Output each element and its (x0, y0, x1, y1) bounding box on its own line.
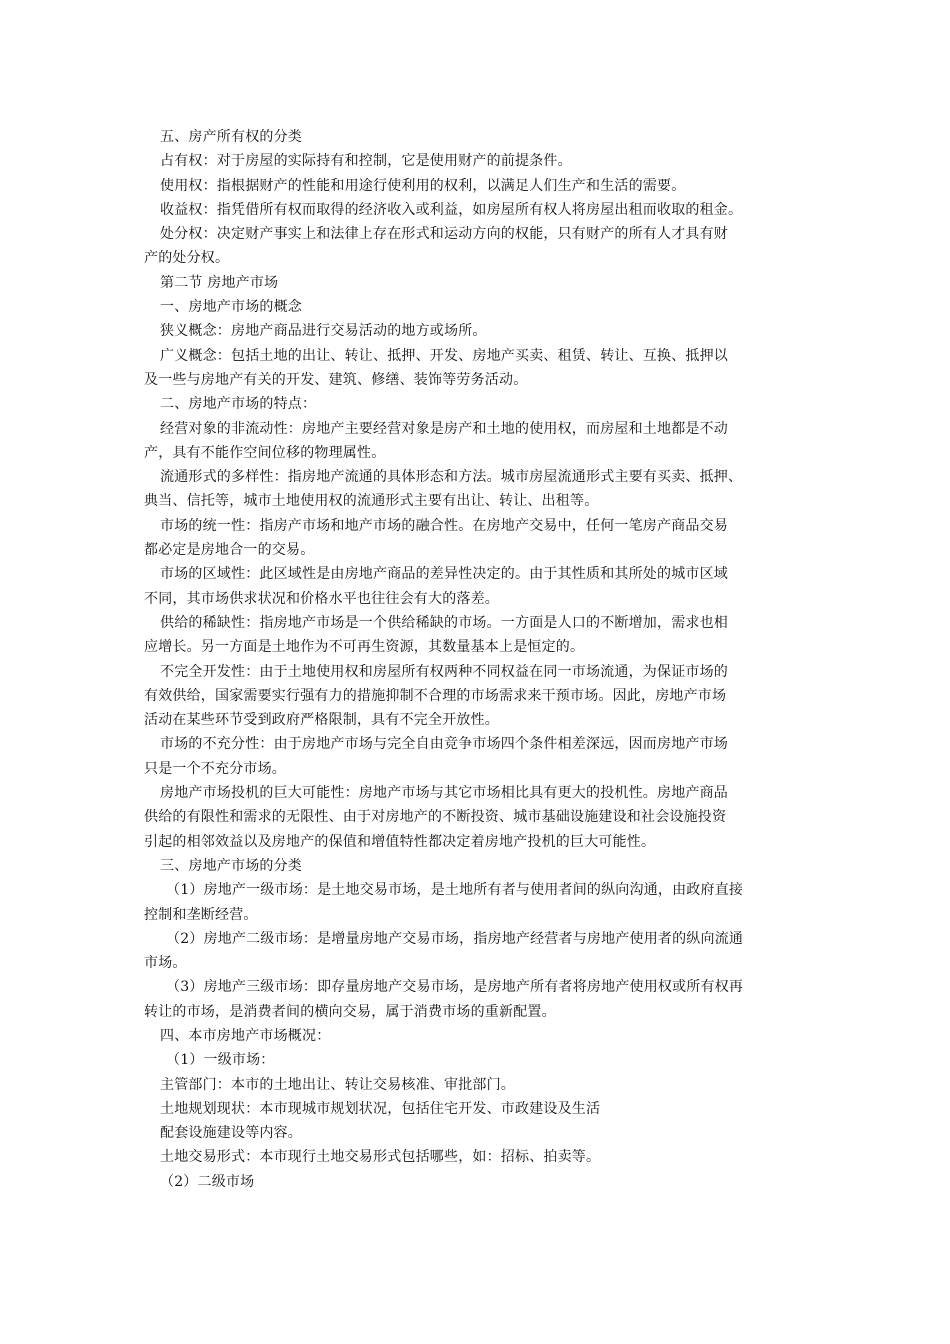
text-line: 只是一个不充分市场。 (144, 760, 286, 777)
text-line: 典当、信托等，城市土地使用权的流通形式主要有出让、转让、出租等。 (144, 493, 599, 510)
text-line: 控制和垄断经营。 (144, 906, 258, 923)
text-line: 不完全开发性：由于土地使用权和房屋所有权两种不同权益在同一市场流通，为保证市场的 (160, 663, 728, 680)
text-line: 房地产市场投机的巨大可能性：房地产市场与其它市场相比具有更大的投机性。房地产商品 (160, 785, 728, 802)
text-line: 一、房地产市场的概念 (160, 299, 302, 316)
text-line: 土地规划现状：本市现城市规划状况，包括住宅开发、市政建设及生活 (160, 1100, 601, 1117)
text-line: （1）一级市场： (166, 1052, 275, 1069)
text-line: 三、房地产市场的分类 (160, 857, 302, 874)
text-line: 流通形式的多样性：指房地产流通的具体形态和方法。城市房屋流通形式主要有买卖、抵押、 (160, 469, 743, 486)
text-line: （2）房地产二级市场：是增量房地产交易市场，指房地产经营者与房地产使用者的纵向流通 (166, 930, 744, 947)
text-line: 四、本市房地产市场概况： (160, 1027, 331, 1044)
text-line: 都必定是房地合一的交易。 (144, 542, 315, 559)
text-line: 供给的有限性和需求的无限性、由于对房地产的不断投资、城市基础设施建设和社会设施投资 (144, 809, 727, 826)
text-line: （3）房地产三级市场：即存量房地产交易市场，是房地产所有者将房地产使用权或所有权再 (166, 979, 744, 996)
text-line: 供给的稀缺性：指房地产市场是一个供给稀缺的市场。一方面是人口的不断增加，需求也相 (160, 614, 728, 631)
text-line: 土地交易形式：本市现行土地交易形式包括哪些，如：招标、拍卖等。 (160, 1149, 601, 1166)
text-line: 市场的不充分性：由于房地产市场与完全自由竞争市场四个条件相差深远，因而房地产市场 (160, 736, 728, 753)
document-body (144, 125, 810, 1194)
text-line: 引起的相邻效益以及房地产的保值和增值特性都决定着房地产投机的巨大可能性。 (144, 833, 656, 850)
text-line: 主管部门：本市的土地出让、转让交易核准、审批部门。 (160, 1076, 515, 1093)
text-line: 应增长。另一方面是土地作为不可再生资源，其数量基本上是恒定的。 (144, 639, 585, 656)
text-line: 市场的区域性：此区域性是由房地产商品的差异性决定的。由于其性质和其所处的城市区域 (160, 566, 728, 583)
text-line: （1）房地产一级市场：是土地交易市场，是土地所有者与使用者间的纵向沟通，由政府直接 (166, 882, 744, 899)
text-line: 二、房地产市场的特点： (160, 396, 317, 413)
text-line: 经营对象的非流动性：房地产主要经营对象是房产和土地的使用权，而房屋和土地都是不动 (160, 420, 728, 437)
text-line: 转让的市场，是消费者间的横向交易，属于消费市场的重新配置。 (144, 1003, 556, 1020)
text-line: 广义概念：包括土地的出让、转让、抵押、开发、房地产买卖、租赁、转让、互换、抵押以 (160, 347, 728, 364)
text-line: 占有权：对于房屋的实际持有和控制，它是使用财产的前提条件。 (160, 153, 572, 170)
text-line: 市场。 (144, 955, 187, 972)
text-line: 活动在某些环节受到政府严格限制，具有不完全开放性。 (144, 712, 499, 729)
text-line: 使用权：指根据财产的性能和用途行使利用的权利，以满足人们生产和生活的需要。 (160, 177, 686, 194)
text-line: 有效供给，国家需要实行强有力的措施抑制不合理的市场需求来干预市场。因此，房地产市场 (144, 687, 727, 704)
text-line: 第二节 房地产市场 (160, 274, 279, 291)
text-line: 收益权：指凭借所有权而取得的经济收入或利益，如房屋所有权人将房屋出租而收取的租金。 (160, 201, 743, 218)
text-line: 配套设施建设等内容。 (160, 1125, 302, 1142)
text-line: 不同，其市场供求状况和价格水平也往往会有大的落差。 (144, 590, 499, 607)
text-line: 五、房产所有权的分类 (160, 129, 302, 145)
text-line: 市场的统一性：指房产市场和地产市场的融合性。在房地产交易中，任何一笔房产商品交易 (160, 517, 728, 534)
text-line: 狭义概念：房地产商品进行交易活动的地方或场所。 (160, 323, 487, 340)
text-line: 处分权：决定财产事实上和法律上存在形式和运动方向的权能，只有财产的所有人才具有财 (160, 226, 728, 243)
text-line: 产，具有不能作空间位移的物理属性。 (144, 444, 386, 461)
text-line: 产的处分权。 (144, 250, 230, 267)
text-line: （2）二级市场 (160, 1173, 255, 1190)
text-line: 及一些与房地产有关的开发、建筑、修缮、装饰等劳务活动。 (144, 371, 528, 388)
